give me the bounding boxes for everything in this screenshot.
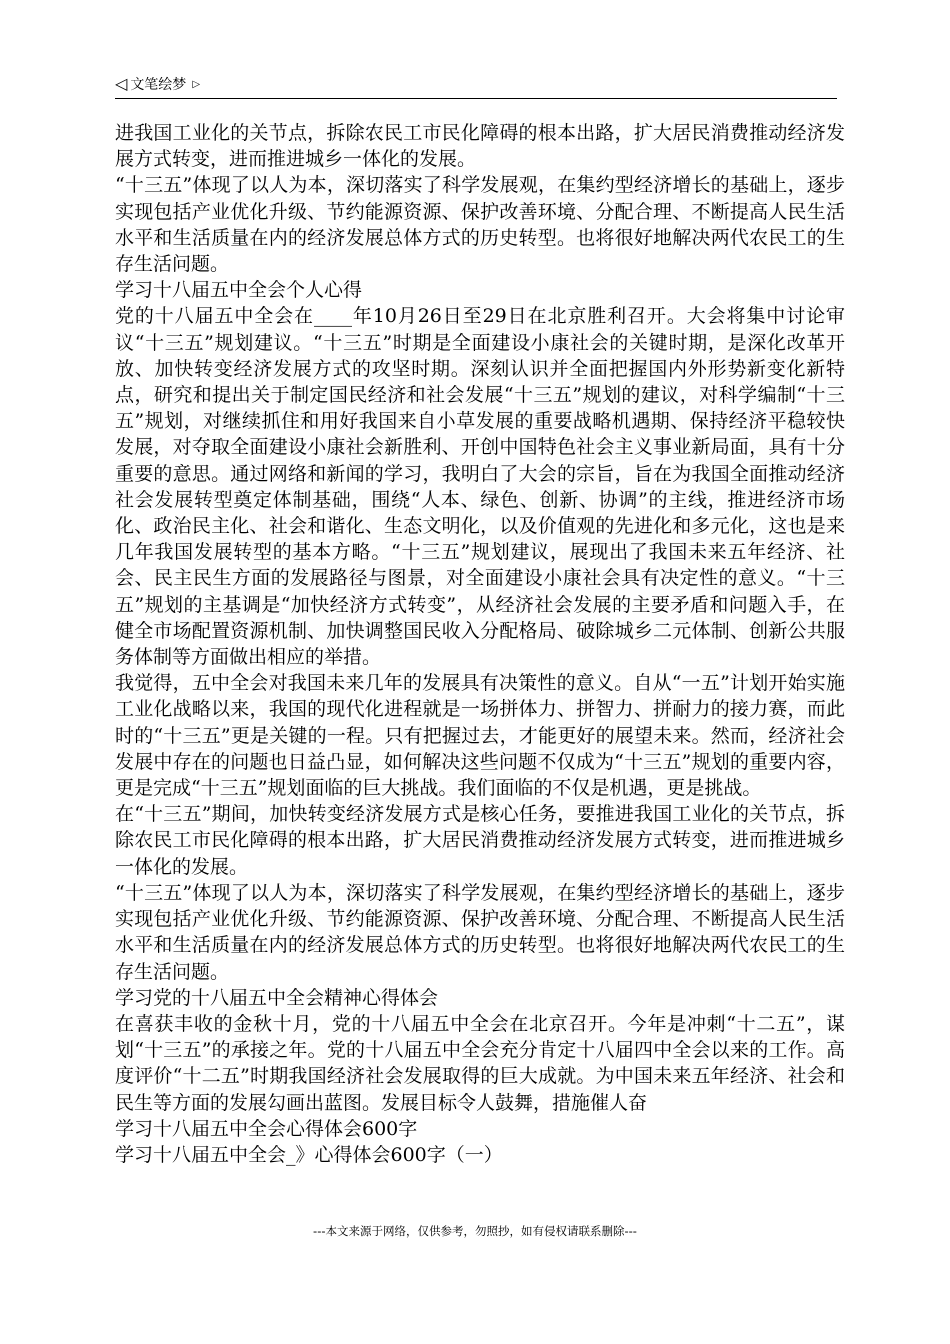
paragraph: 进我国工业化的关节点，拆除农民工市民化障碍的根本出路，扩大居民消费推动经济发展方式转变，进而推进城乡一体化的发展。 [115, 122, 845, 171]
paragraph: 在喜获丰收的金秋十月，党的十八届五中全会在北京召开。今年是冲刺“十二五”，谋划“十三五”的承接之年。党的十八届五中全会充分肯定十八届四中全会以来的工作。高度评价“十二五”时期我国经济社会发展取得的巨大成就。为中国未来五年经济、社会和民生等方面的发展勾画出蓝图。发展目标令人鼓舞，措施催人奋 [115, 1012, 845, 1114]
paragraph: 党的十八届五中全会在____年10月26日至29日在北京胜利召开。大会将集中讨论审议“十三五”规划建议。“十三五”时期是全面建设小康社会的关键时期，是深化改革开放、加快转变经济发展方式的攻坚时期。深刻认识并全面把握国内外形势新变化新特点，研究和提出关于制定国民经济和社会发展“十三五”规划的建议，对科学编制“十三五”规划，对继续抓住和用好我国来自小草发展的重要战略机遇期、保持经济平稳较快发展，对夺取全面建设小康社会新胜利、开创中国特色社会主义事业新局面，具有十分重要的意思。通过网络和新闻的学习，我明白了大会的宗旨，旨在为我国全面推动经济社会发展转型奠定体制基础，围绕“人本、绿色、创新、协调”的主线，推进经济市场化、政治民主化、社会和谐化、生态文明化，以及价值观的先进化和多元化，这也是来几年我国发展转型的基本方略。“十三五”规划建议，展现出了我国未来五年经济、社会、民主民生方面的发展路径与图景，对全面建设小康社会具有决定性的意义。“十三五”规划的主基调是“加快经济方式转变”，从经济社会发展的主要矛盾和问题入手，在健全市场配置资源机制、加快调整国民收入分配格局、破除城乡二元体制、创新公共服务体制等方面做出相应的举措。 [115, 305, 845, 669]
paragraph: 我觉得，五中全会对我国未来几年的发展具有决策性的意义。自从“一五”计划开始实施工业化战略以来，我国的现代化进程就是一场拼体力、拼智力、拼耐力的接力赛，而此时的“十三五”更是关键的一程。只有把握过去，才能更好的展望未来。然而，经济社会发展中存在的问题也日益凸显，如何解决这些问题不仅成为“十三五”规划的重要内容，更是完成“十三五”规划面临的巨大挑战。我们面临的不仅是机遇，更是挑战。 [115, 672, 845, 800]
footer-disclaimer: ---本文来源于网络，仅供参考，勿照抄，如有侵权请联系删除--- [313, 1224, 637, 1238]
paragraph: “十三五”体现了以人为本，深切落实了科学发展观，在集约型经济增长的基础上，逐步实现包括产业优化升级、节约能源资源、保护改善环境、分配合理、不断提高人民生活水平和生活质量在内的经济发展总体方式的历史转型。也将很好地解决两代农民工的生存生活问题。 [115, 881, 845, 983]
triangle-left-icon: ◁ [115, 74, 128, 93]
paragraph: “十三五”体现了以人为本，深切落实了科学发展观，在集约型经济增长的基础上，逐步实现包括产业优化升级、节约能源资源、保护改善环境、分配合理、不断提高人民生活水平和生活质量在内的经济发展总体方式的历史转型。也将很好地解决两代农民工的生存生活问题。 [115, 174, 845, 276]
section-heading: 学习十八届五中全会个人心得 [115, 279, 363, 302]
brand-logo [115, 74, 200, 95]
paragraph: 在“十三五”期间，加快转变经济发展方式是核心任务，要推进我国工业化的关节点，拆除农民工市民化障碍的根本出路，扩大居民消费推动经济发展方式转变，进而推进城乡一体化的发展。 [115, 803, 845, 878]
section-heading: 学习十八届五中全会心得体会600字 [115, 1117, 418, 1140]
page-header [115, 72, 837, 99]
triangle-right-icon: ▷ [192, 79, 201, 90]
section-heading: 学习党的十八届五中全会精神心得体会 [115, 986, 439, 1009]
brand-name: 文笔绘梦 [130, 77, 187, 93]
document-body [115, 120, 845, 1168]
section-heading: 学习十八届五中全会_》心得体会600字（一） [115, 1143, 503, 1166]
